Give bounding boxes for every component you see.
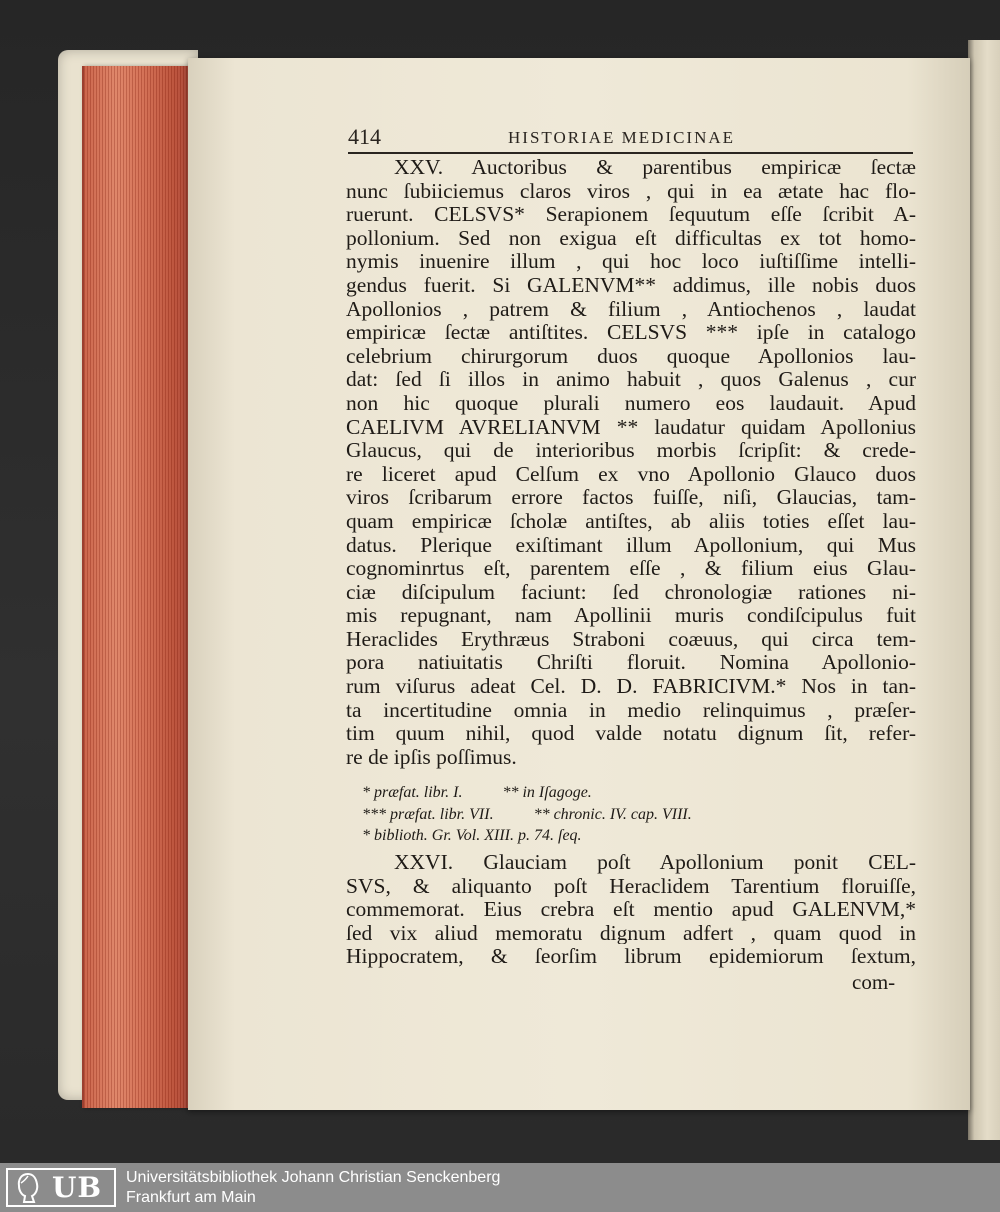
page-edges — [82, 66, 190, 1108]
footnote: * biblioth. Gr. Vol. XIII. p. 74. ſeq. — [362, 827, 582, 844]
portrait-icon — [8, 1170, 48, 1205]
text-line: rum viſurus adeat Cel. D. D. FABRICIVM.* Nos in tan- — [346, 675, 916, 699]
text-line: gendus fuerit. Si GALENVM** addimus, ille nobis duos — [346, 273, 916, 297]
text-line: nunc ſubiiciemus claros viros , qui in ea ætate hac flo- — [346, 179, 916, 203]
text-line: SVS, & aliquanto poſt Heraclidem Tarentium floruiſſe, — [346, 873, 916, 898]
institution-city: Frankfurt am Main — [126, 1189, 256, 1206]
text-line: XXV. Auctoribus & parentibus empiricæ ſectæ — [394, 156, 916, 179]
text-line: pora natiuitatis Chriſti floruit. Nomina Apollonio- — [346, 651, 916, 675]
text-line: datus. Plerique exiſtimant illum Apollonium, qui Mus — [346, 533, 916, 557]
text-line: re de ipſis poſſimus. — [346, 745, 517, 769]
text-line: cognominrtus eſt, parentem eſſe , & filium eius Glau- — [346, 557, 916, 581]
page-header — [348, 124, 913, 154]
text-line: Hippocratem, & ſeorſim librum epidemiorum ſextum, — [346, 944, 916, 968]
text-line: quam empiricæ ſcholæ antiſtes, ab aliis toties eſſet lau- — [346, 509, 916, 533]
library-logo[interactable] — [6, 1168, 116, 1207]
footnote-row — [362, 804, 822, 826]
footer-bar — [0, 1163, 1000, 1212]
text-line: non hic quoque plurali numero eos laudauit. Apud — [346, 391, 916, 415]
text-line: Apollonios , patrem & filium , Antiochenos , laudat — [346, 297, 916, 321]
footnote: * præfat. libr. I. — [362, 784, 463, 801]
text-line: re liceret apud Celſum ex vno Apollonio Glauco duos — [346, 462, 916, 486]
footnote: ** chronic. IV. cap. VIII. — [533, 805, 692, 823]
text-line: mis repugnant, nam Apollinii muris condiſcipulus fuit — [346, 604, 916, 628]
institution-name: Universitätsbibliothek Johann Christian Senckenberg — [126, 1169, 501, 1186]
text-line: commemorat. Eius crebra eſt mentio apud GALENVM,* — [346, 897, 916, 921]
text-line: tim quum nihil, quod valde notatu dignum ſit, refer- — [346, 722, 916, 746]
next-page-edge — [968, 40, 1000, 1140]
text-line: nymis inuenire illum , qui hoc loco iuſtiſſime intelli- — [346, 250, 916, 274]
text-line: ciæ diſcipulum faciunt: ſed chronologiæ rationes ni- — [346, 580, 916, 604]
footnote: ** in Iſagoge. — [502, 784, 592, 801]
text-line: pollonium. Sed non exigua eſt difficultas ex tot homo- — [346, 226, 916, 250]
footnote-row — [362, 782, 822, 804]
footnote: *** præfat. libr. VII. — [362, 805, 494, 823]
text-line: dat: ſed ſi illos in animo habuit , quos Galenus , cur — [346, 368, 916, 392]
text-line: CAELIVM AVRELIANVM ** laudatur quidam Apollonius — [346, 415, 916, 439]
footnotes — [362, 782, 822, 847]
catchword: com- — [852, 970, 896, 994]
text-line: ruerunt. CELSVS* Serapionem ſequutum eſſe ſcribit A- — [346, 203, 916, 227]
text-line: viros ſcribarum errore factos fuiſſe, niſi, Glaucias, tam- — [346, 486, 916, 510]
page-number: 414 — [348, 124, 381, 149]
text-line: empiricæ ſectæ antiſtites. CELSVS *** ipſe in catalogo — [346, 321, 916, 345]
section-xxvi — [346, 850, 916, 968]
text-line: XXVI. Glauciam poſt Apollonium ponit CEL- — [394, 850, 916, 874]
text-line: ta incertitudine omnia in medio relinquimus , præſer- — [346, 698, 916, 722]
text-line: ſed vix aliud memoratu dignum adfert , quam quod in — [346, 920, 916, 945]
text-line: celebrium chirurgorum duos quoque Apollonios lau- — [346, 344, 916, 368]
section-xxv — [346, 156, 916, 769]
logo-text: UB — [52, 1171, 103, 1204]
text-line: Heraclides Erythræus Straboni coæuus, qui circa tem- — [346, 627, 916, 651]
running-head: HISTORIAE MEDICINAE — [508, 128, 736, 147]
footnote-row — [362, 825, 822, 847]
text-line: Glaucus, qui de interioribus morbis ſcripſit: & crede- — [346, 439, 916, 463]
